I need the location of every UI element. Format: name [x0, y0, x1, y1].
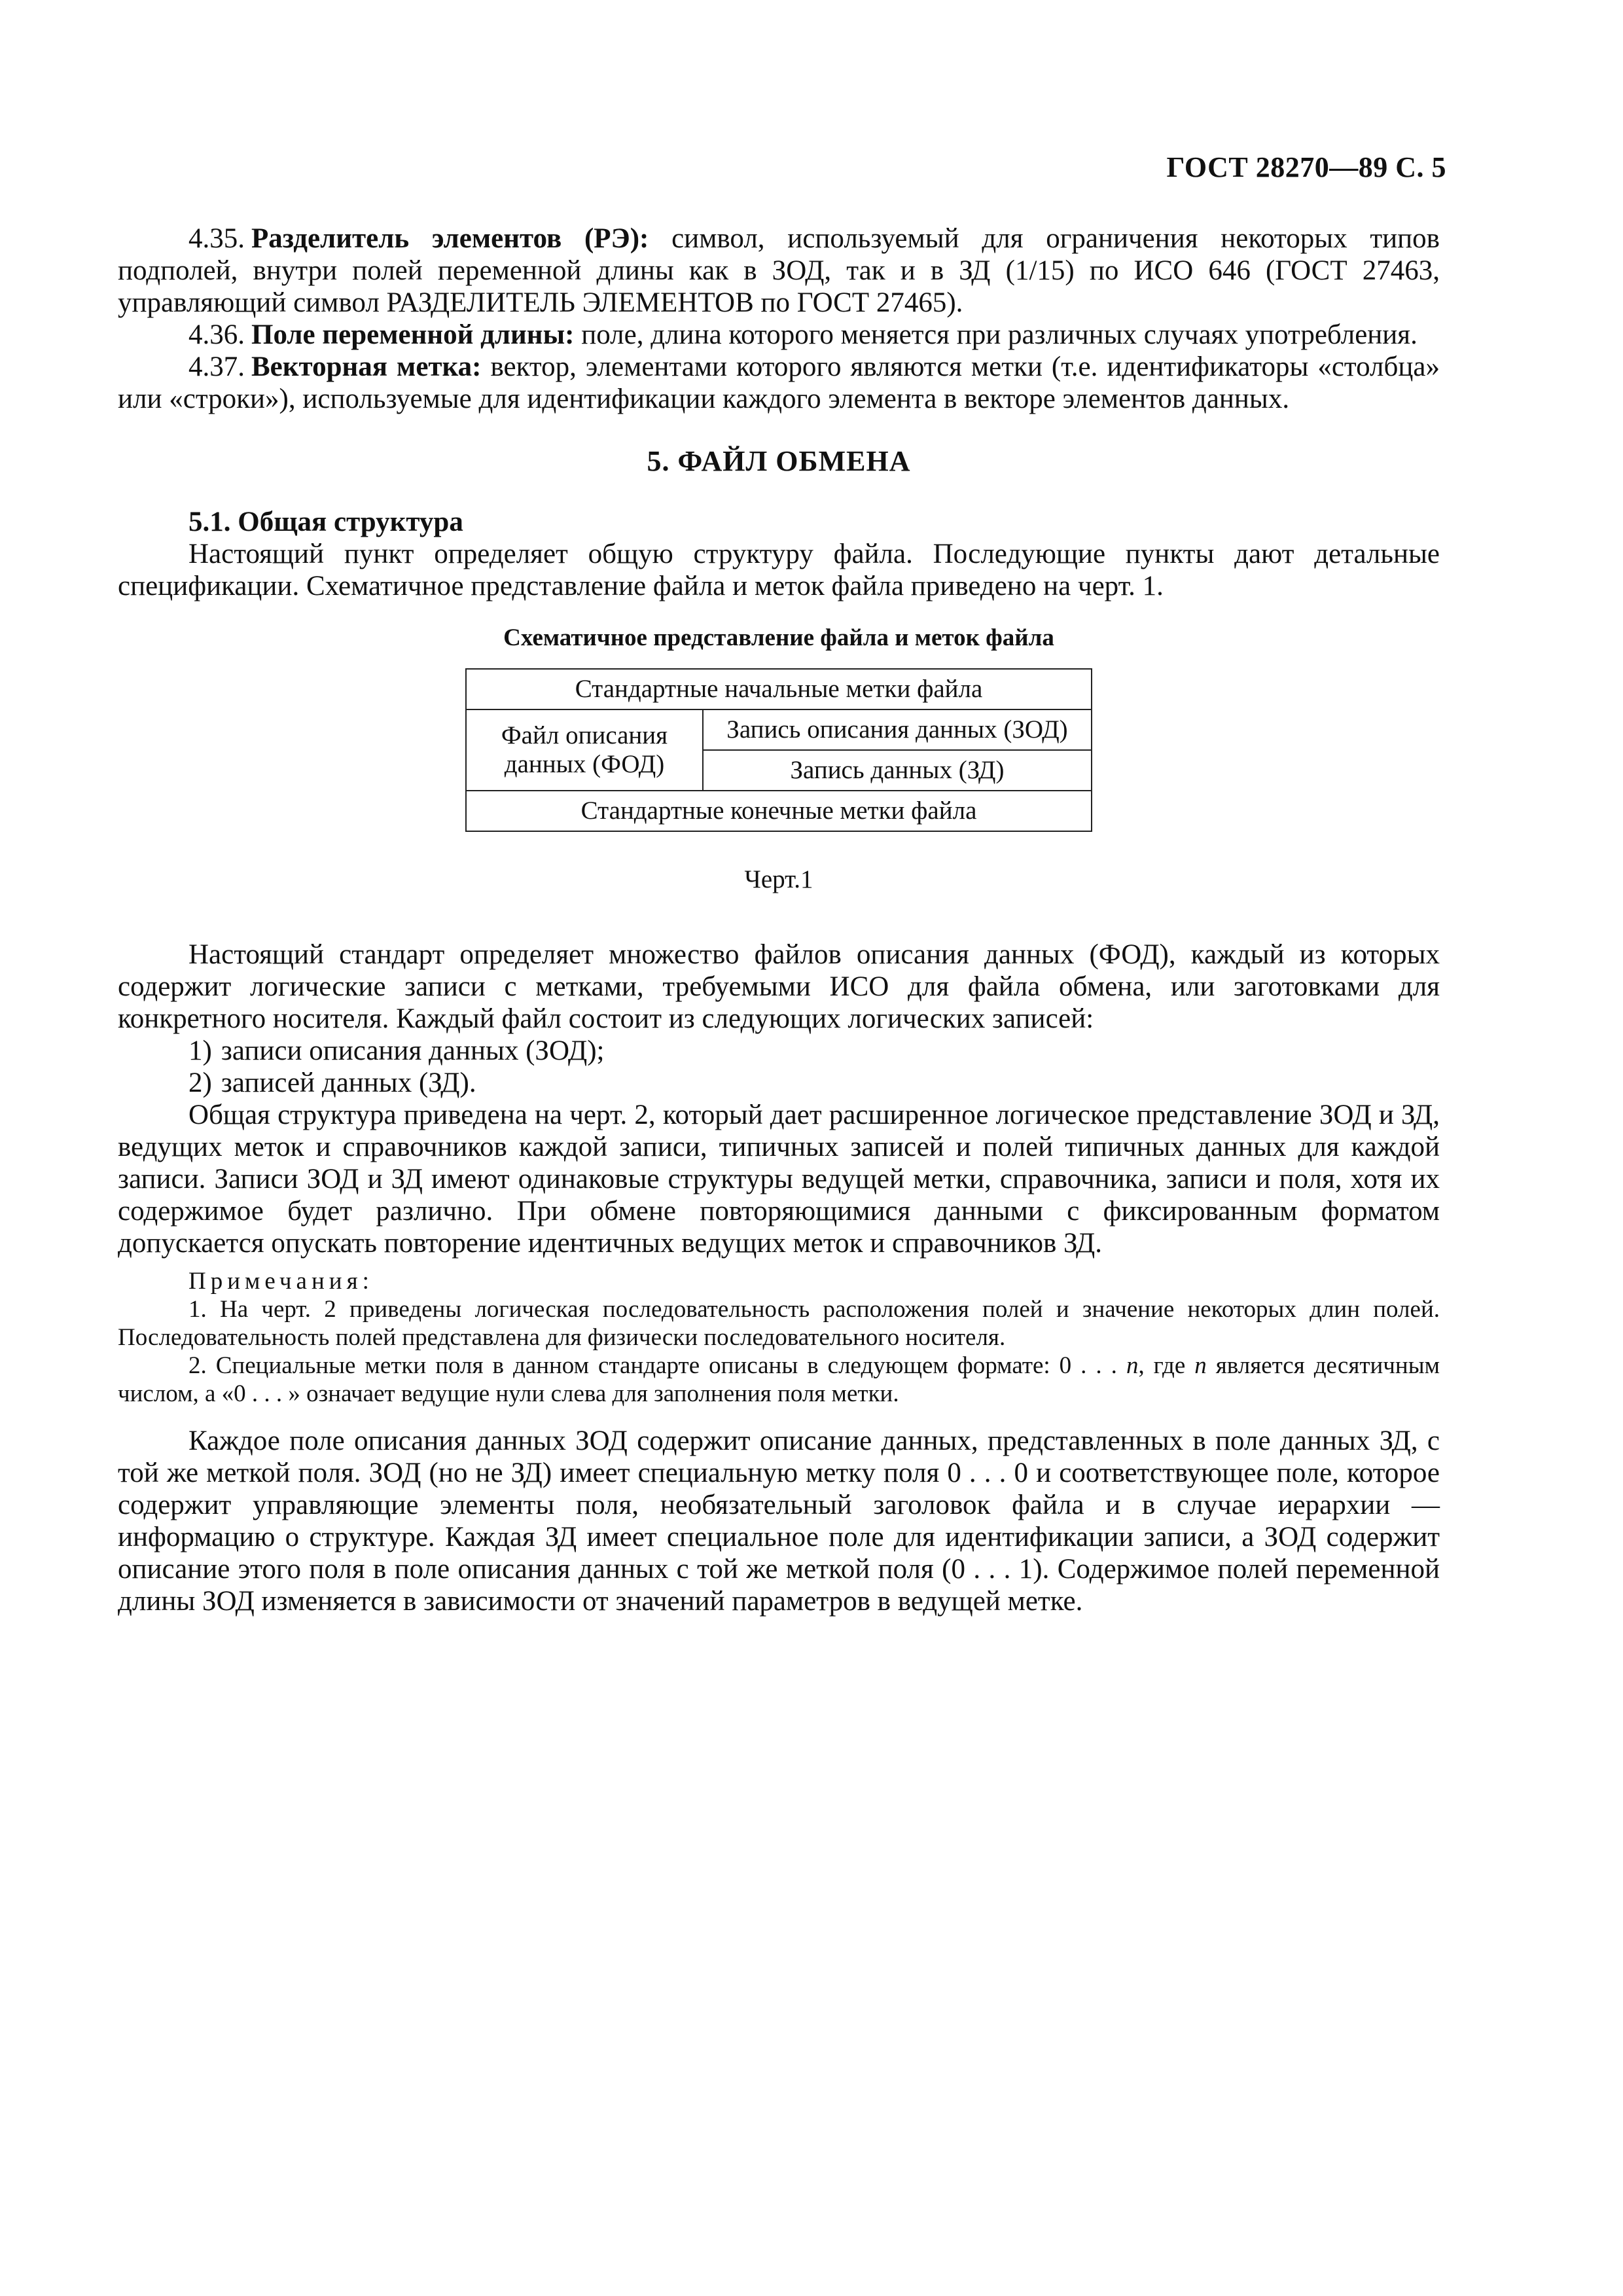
subsection-intro: Настоящий пункт определяет общую структуру файла. Последующие пункты дают детальные спецификации. Схематичное представление файла и меток файла приведено на черт. 1. — [118, 539, 1440, 601]
page-header: ГОСТ 28270—89 С. 5 — [1166, 151, 1446, 183]
section-title: 5. ФАЙЛ ОБМЕНА — [647, 445, 911, 477]
note-2-variable: n — [1126, 1352, 1139, 1379]
list-marker: 2) — [188, 1067, 212, 1098]
note-2 — [118, 1352, 1440, 1408]
notes-block — [118, 1267, 1440, 1408]
definition-term: Поле переменной длины: — [251, 319, 575, 350]
table-row — [466, 669, 1092, 709]
list-marker: 1) — [188, 1035, 212, 1066]
note-1: 1. На черт. 2 приведены логическая последовательность расположения полей и значение некоторых длин полей. Последовательность полей представлена для физически последовательного носителя. — [118, 1296, 1440, 1351]
list-item — [118, 1067, 1440, 1099]
list-item — [118, 1035, 1440, 1067]
schema-bottom-row: Стандартные конечные метки файла — [466, 791, 1092, 831]
definition-4-35 — [118, 223, 1440, 319]
definition-text: символ, используемый для ограничения некоторых типов подполей, внутри полей переменной длины как в ЗОД, так и в ЗД (1/15) по ИСО 646 (ГОСТ 27463, управляющий символ РАЗДЕЛИТЕЛЬ ЭЛЕМЕНТОВ по ГОСТ 27465). — [118, 223, 1440, 318]
definition-number: 4.36. — [188, 319, 245, 350]
list-text: записей данных (ЗД). — [221, 1067, 476, 1098]
schema-left-cell: Файл описания данных (ФОД) — [466, 709, 703, 791]
list-text: записи описания данных (ЗОД); — [221, 1035, 605, 1066]
definition-number: 4.35. — [188, 223, 245, 254]
schema-right-bottom: Запись данных (ЗД) — [703, 750, 1092, 791]
note-2-part: является десятичным числом, а «0 . . . » означает ведущие нули слева для заполнения поля метки. — [118, 1352, 1440, 1407]
note-2-variable: n — [1194, 1352, 1207, 1379]
body-paragraph-1: Настоящий стандарт определяет множество файлов описания данных (ФОД), каждый из которых содержит логические записи с метками, требуемыми ИСО для файла обмена, или заготовками для конкретного носителя. Каждый файл состоит из следующих логических записей: — [118, 939, 1440, 1034]
definition-text: вектор, элементами которого являются метки (т.е. идентификаторы «столбца» или «строки»), используемые для идентификации каждого элемента в векторе элементов данных. — [118, 351, 1440, 414]
definition-text: поле, длина которого меняется при различных случаях употребления. — [574, 319, 1418, 350]
table-row — [466, 791, 1092, 831]
schema-right-top: Запись описания данных (ЗОД) — [703, 709, 1092, 750]
notes-title: Примечания: — [188, 1268, 374, 1295]
file-schema-table — [465, 668, 1092, 832]
final-paragraph: Каждое поле описания данных ЗОД содержит описание данных, представленных в поле данных ЗД, с той же меткой поля. ЗОД (но не ЗД) имеет специальную метку поля 0 . . . 0 и соответствующее поле, которое содержит управляющие элементы поля, необязательный заголовок файла и в случае иерархии — информацию о структуре. Каждая ЗД имеет специальное поле для идентификации записи, а ЗОД содержит описание этого поля в поле описания данных с той же меткой поля (0 . . . 1). Содержимое полей переменной длины ЗОД изменяется в зависимости от значений параметров в ведущей метке. — [118, 1426, 1440, 1617]
definition-4-37 — [118, 351, 1440, 415]
figure-caption: Черт.1 — [744, 865, 813, 893]
definition-term: Разделитель элементов (РЭ): — [251, 223, 649, 254]
note-2-part: , где — [1138, 1352, 1195, 1379]
note-2-part: 2. Специальные метки поля в данном стандарте описаны в следующем формате: 0 . . . — [188, 1352, 1126, 1379]
page-content — [118, 223, 1440, 1617]
table-row — [466, 709, 1092, 750]
schema-top-row: Стандартные начальные метки файла — [466, 669, 1092, 709]
definition-4-36 — [118, 319, 1440, 351]
figure-title: Схематичное представление файла и меток файла — [503, 624, 1054, 651]
subsection-title: 5.1. Общая структура — [188, 507, 463, 537]
body-paragraph-2: Общая структура приведена на черт. 2, который дает расширенное логическое представление ЗОД и ЗД, ведущих меток и справочников каждой записи, типичных записей и полей типичных данных для каждой записи. Записи ЗОД и ЗД имеют одинаковые структуры ведущей метки, справочника, записи и поля, хотя их содержимое будет различно. При обмене повторяющимися данными с фиксированным форматом допускается опускать повторение идентичных ведущих меток и справочников ЗД. — [118, 1100, 1440, 1259]
definition-number: 4.37. — [188, 351, 245, 382]
definition-term: Векторная метка: — [251, 351, 482, 382]
